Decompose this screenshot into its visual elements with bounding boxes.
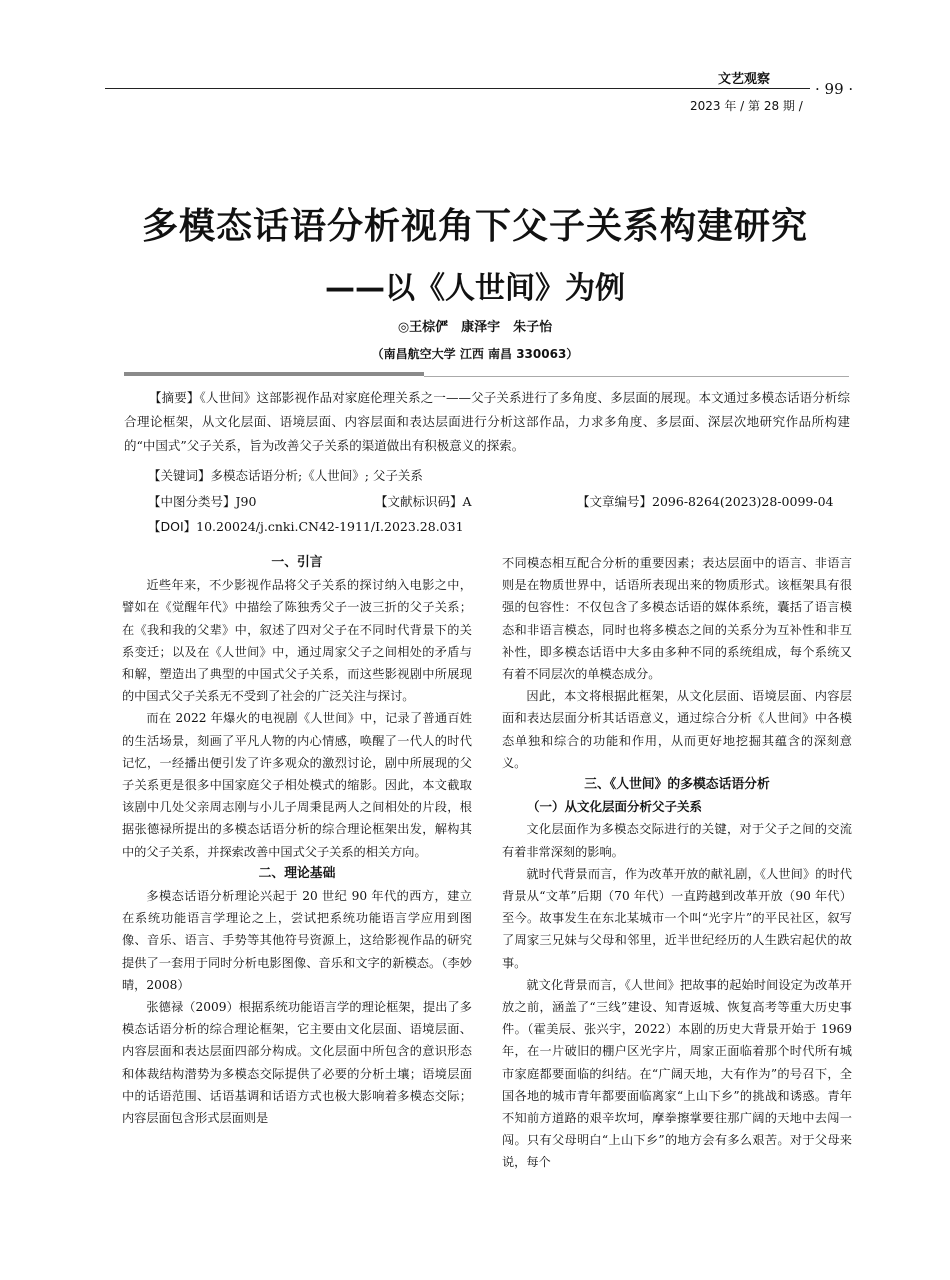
paragraph: 多模态话语分析理论兴起于 20 世纪 90 年代的西方，建立在系统功能语言学理论之上，尝试把系统功能语言学应用到图像、音乐、语言、手势等其他符号资源上，这给影视作品的研究提供了一套用于同时分析电影图像、音乐和文字的新模态。（李妙晴，2008）: [122, 889, 472, 992]
header-rule: [105, 88, 810, 89]
paragraph: 就文化背景而言，《人世间》把故事的起始时间设定为改革开放之前，涵盖了“三线”建设、知青返城、恢复高考等重大历史事件。（霍美辰、张兴宇，2022）本剧的历史大背景开始于 1969 年，在一片破旧的棚户区光字片，周家正面临着那个时代所有城市家庭都要面临的纠结。在“广阔天地，大有作为”的号召下，全国各地的城市青年都要面临离家“上山下乡”的挑战和诱惑。青年不知前方道路的艰辛坎坷，摩拳擦掌要往那广阔的天地中去闯一闯。只有父母明白“上山下乡”的地方会有多么艰苦。对于父母来说，每个: [502, 977, 852, 1170]
paragraph: 不同模态相互配合分析的重要因素；表达层面中的语言、非语言则是在物质世界中，话语所表现出来的物质形式。该框架具有很强的包容性：不仅包含了多模态话语的媒体系统，囊括了语言模态和非语言模态，同时也将多模态之间的关系分为互补性和非互补性，即多模态话语中大多由多种不同的系统组成，每个系统又有着不同层次的单模态成分。: [502, 556, 852, 682]
article-title: 多模态话语分析视角下父子关系构建研究: [141, 206, 808, 247]
paragraph: 近些年来，不少影视作品将父子关系的探讨纳入电影之中，譬如在《觉醒年代》中描绘了陈独秀父子一波三折的父子关系；在《我和我的父辈》中，叙述了四对父子在不同时代背景下的关系变迁；以及在《人世间》中，通过周家父子之间相处的矛盾与和解，塑造出了典型的中国式父子关系，而这些影视剧中所展现的中国式父子关系无不受到了社会的广泛关注与探讨。: [122, 578, 472, 704]
article-subtitle: ——以《人世间》为例: [325, 271, 625, 306]
classification-text: J90: [235, 494, 257, 509]
issue-info: 2023 年 / 第 28 期 /: [690, 99, 803, 113]
classification-label: 【中图分类号】: [148, 494, 236, 509]
doi-text: 10.20024/j.cnki.CN42-1911/I.2023.28.031: [196, 519, 464, 534]
article-number-label: 【文章编号】: [577, 494, 653, 509]
abstract-label: 【摘要】: [149, 390, 200, 405]
abstract: [124, 386, 850, 458]
doi: [148, 515, 464, 539]
document-code-text: A: [462, 494, 472, 509]
journal-name: 文艺观察: [718, 72, 771, 87]
subsection-heading: （一）从文化层面分析父子关系: [527, 799, 703, 815]
section-heading: 一、引言: [271, 555, 323, 570]
paragraph: 而在 2022 年爆火的电视剧《人世间》中，记录了普通百姓的生活场景，刻画了平凡人物的内心情感，唤醒了一代人的时代记忆，一经播出便引发了许多观众的激烈讨论，剧中所展现的父子关系更是很多中国家庭父子相处模式的缩影。因此，本文截取该剧中几处父亲周志刚与小儿子周秉昆两人之间相处的片段，根据张德禄所提出的多模态话语分析的综合理论框架出发，解构其中的父子关系，并探索改善中国式父子关系的相关方向。: [122, 711, 472, 859]
right-column: [502, 552, 852, 1174]
article-number: [577, 490, 834, 514]
document-code: [375, 490, 472, 514]
paragraph: 因此，本文将根据此框架，从文化层面、语境层面、内容层面和表达层面分析其话语意义，通过综合分析《人世间》中各模态单独和综合的功能和作用，从而更好地挖掘其蕴含的深刻意义。: [502, 689, 852, 770]
page-number: · 99 ·: [815, 80, 854, 98]
classification: [148, 490, 256, 514]
doi-label: 【DOI】: [148, 519, 197, 534]
article-number-text: 2096-8264(2023)28-0099-04: [652, 494, 834, 509]
paragraph: 张德禄（2009）根据系统功能语言学的理论框架，提出了多模态话语分析的综合理论框架，它主要由文化层面、语境层面、内容层面和表达层面四部分构成。文化层面中所包含的意识形态和体裁结构潜势为多模态交际提供了必要的分析土壤；语境层面中的话语范围、话语基调和话语方式也极大影响着多模态交际；内容层面包含形式层面则是: [122, 1000, 472, 1126]
paragraph: 文化层面作为多模态交际进行的关键，对于父子之间的交流有着非常深刻的影响。: [502, 822, 852, 859]
keywords-label: 【关键词】: [148, 468, 211, 483]
left-column: [122, 552, 472, 1129]
title-rule-thin: [424, 376, 849, 377]
section-heading: 三、《人世间》的多模态话语分析: [584, 777, 770, 793]
document-code-label: 【文献标识码】: [375, 494, 463, 509]
affiliation: （南昌航空大学 江西 南昌 330063）: [371, 347, 579, 361]
section-heading: 二、理论基础: [258, 865, 336, 881]
authors: ◎王棕俨 康泽宇 朱子怡: [397, 320, 553, 335]
keywords: [148, 464, 423, 488]
title-rule-thick: [124, 372, 424, 376]
abstract-text: 《人世间》这部影视作品对家庭伦理关系之一——父子关系进行了多角度、多层面的展现。本文通过多模态话语分析综合理论框架，从文化层面、语境层面、内容层面和表达层面进行分析这部作品，力求多角度、多层面、深层次地研究作品所构建的“中国式”父子关系，旨为改善父子关系的渠道做出有积极意义的探索。: [124, 390, 850, 453]
keywords-text: 多模态话语分析;《人世间》; 父子关系: [210, 468, 423, 483]
paragraph: 就时代背景而言，作为改革开放的献礼剧，《人世间》的时代背景从“文革”后期（70 年代）一直跨越到改革开放（90 年代）至今。故事发生在东北某城市一个叫“光字片”的平民社区，叙写了周家三兄妹与父母和邻里，近半世纪经历的人生跌宕起伏的故事。: [502, 866, 852, 970]
